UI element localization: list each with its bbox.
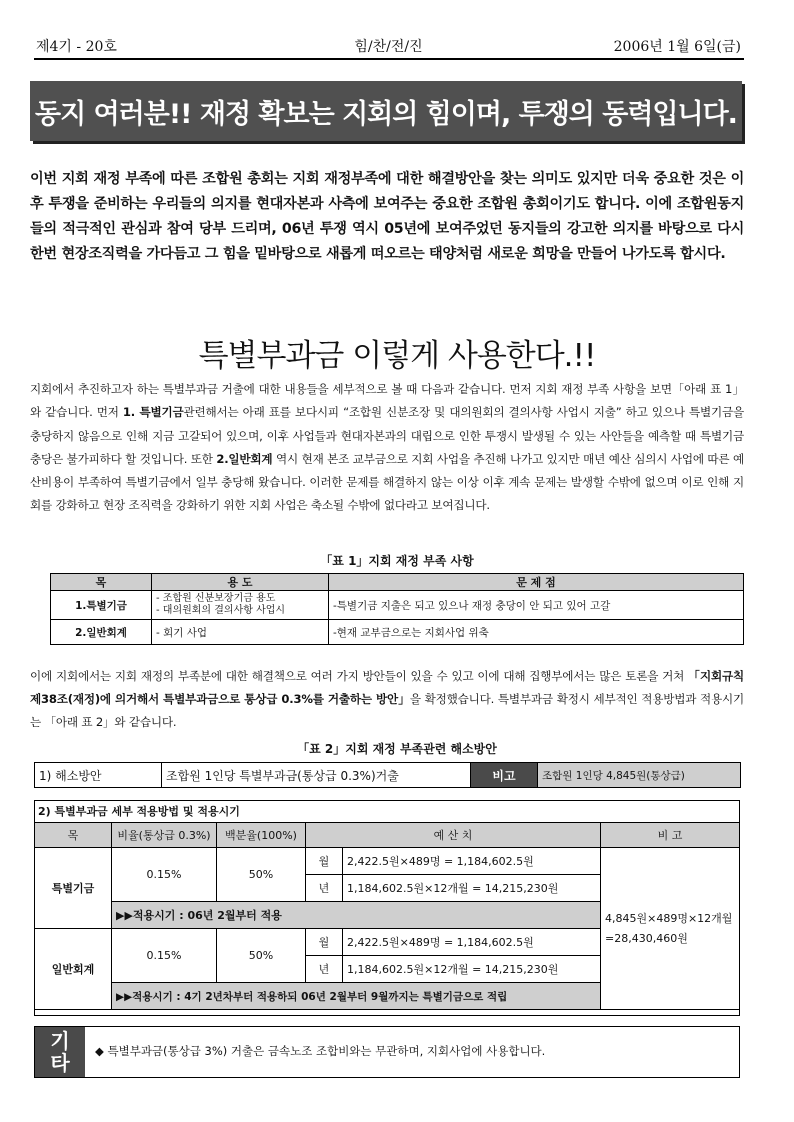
table2-header-remark: 비 고	[601, 823, 740, 848]
table2-cell-timing: ▶▶적용시기 : 06년 2월부터 적용	[112, 902, 601, 929]
table1-cell-problem: -현재 교부금으로는 지회사업 위축	[329, 620, 744, 645]
table1-header-use: 용 도	[152, 574, 329, 591]
table-row	[51, 620, 744, 645]
table2-cell-item: 일반회계	[35, 929, 112, 1010]
issue-date: 2006년 1월 6일(금)	[613, 39, 741, 55]
body2-text-c: 을 확정했습니다. 특별부과금 확정시 세부적인 적용방법과 적용시기는 「아래 표 2」와 같습니다.	[30, 692, 744, 729]
table2-cell-budget: 2,422.5원×489명 = 1,184,602.5원	[343, 848, 601, 875]
table2-cell-period: 년	[306, 875, 343, 902]
note-label: 비고	[471, 763, 538, 788]
table-row	[51, 591, 744, 620]
table2-header-ratio: 비율(통상급 0.3%)	[112, 823, 217, 848]
table2-header-budget: 예 산 치	[306, 823, 601, 848]
body-paragraph-1	[30, 378, 744, 518]
body1-text-a: 지회에서 추진하고자 하는 특별부과금 거출에 대한 내용들을 세부적으로 볼 때 다음과 같습니다. 먼저 지회 재정 부족 사항을 보면「아래 표 1」와 같습니다. 먼저	[30, 382, 744, 420]
issue-number: 제4기 - 20호	[36, 39, 117, 55]
body1-bold-general-account: 2.일반회계	[216, 451, 273, 466]
table2-cell-budget: 1,184,602.5원×12개월 = 14,215,230원	[343, 956, 601, 983]
table1-use-line: - 조합원 신분보장기금 용도	[156, 593, 276, 604]
plan-label: 1) 해소방안	[35, 763, 162, 788]
etc-label-top: 기	[50, 1029, 70, 1053]
etc-label-bottom: 타	[50, 1051, 70, 1075]
table2-cell-ratio: 0.15%	[112, 929, 217, 983]
table2-cell-timing: ▶▶적용시기 : 4기 2년차부터 적용하되 06년 2월부터 9월까지는 특별기금으로 적립	[112, 983, 601, 1010]
headline-banner: 동지 여러분!! 재정 확보는 지회의 힘이며, 투쟁의 동력입니다.	[30, 81, 742, 141]
etc-text: ◆ 특별부과금(통상급 3%) 거출은 금속노조 조합비와는 무관하며, 지회사업에 사용합니다.	[95, 1044, 546, 1058]
table2-header-percent: 백분율(100%)	[217, 823, 306, 848]
etc-label	[35, 1027, 85, 1077]
table2-cell-remark: 4,845원×489명×12개월=28,430,460원	[601, 848, 740, 1010]
table1-cell-use: - 회기 사업	[152, 620, 329, 645]
body1-text-d: 역시 현재 본조 교부금으로 지회 사업을 추진해 나가고 있지만 매년 예산 심의시 사업에 따른 예산비용이 부족하여 특별기금에서 일부 충당해 왔습니다. 이러한 문제를 해결하지 않는 이상 이후 계속 문제는 발생할 수밖에 없으며 이로 인해 지회를 강화하고 현장 조직력을 강화하기 위한 지회 사업은 축소될 수밖에 없다라고 보여집니다.	[30, 451, 744, 513]
table1-cell-problem: -특별기금 지출은 되고 있으나 재정 충당이 안 되고 있어 고갈	[329, 591, 744, 620]
etc-box	[34, 1026, 740, 1078]
table1-header-item: 목	[51, 574, 152, 591]
body1-text-c: 관련해서는 아래 표를 보다시피 “조합원 신분조장 및 대의원회의 결의사항 사업시 지출” 하고 있으나 특별기금을 충당하지 않음으로 인해 지금 고갈되어 있으며, 이후 사업들과 현대자본과의 대립으로 인한 투쟁시 발생될 수 있는 사안들을 예측할 때 특별기금 충당은 불가피하다 할 것입니다. 또한	[30, 405, 744, 466]
table2-subtitle: 2) 특별부과금 세부 적용방법 및 적용시기	[38, 805, 240, 818]
table1-header-problem: 문 제 점	[329, 574, 744, 591]
section-title: 특별부과금 이렇게 사용한다.!!	[198, 338, 596, 374]
table2-detail	[34, 822, 740, 1010]
note-value: 조합원 1인당 4,845원(통상급)	[538, 763, 741, 788]
table1-cell-item: 1.특별기금	[51, 591, 152, 620]
table2-cell-ratio: 0.15%	[112, 848, 217, 902]
table2-cell-percent: 50%	[217, 929, 306, 983]
table2-cell-period: 월	[306, 929, 343, 956]
body1-bold-special-fund: 1. 특별기금	[122, 405, 184, 420]
intro-paragraph: 이번 지회 재정 부족에 따른 조합원 총회는 지회 재정부족에 대한 해결방안을 찾는 의미도 있지만 더욱 중요한 것은 이후 투쟁을 준비하는 우리들의 의지를 현대자본과 사측에 보여주는 중요한 조합원 총회이기도 합니다. 이에 조합원동지들의 적극적인 관심과 참여 당부 드리며, 06년 투쟁 역시 05년에 보여주었던 동지들의 강고한 의지를 바탕으로 다시 한번 현장조직력을 가다듬고 그 힘을 밑바탕으로 새롭게 떠오르는 태양처럼 새로운 희망을 만들어 나가도록 합시다.	[30, 171, 744, 262]
newsletter-title: 힘/찬/전/진	[354, 39, 423, 55]
body-paragraph-2	[30, 665, 744, 734]
table2-cell-budget: 1,184,602.5원×12개월 = 14,215,230원	[343, 875, 601, 902]
table2-cell-item: 특별기금	[35, 848, 112, 929]
table2-cell-period: 월	[306, 848, 343, 875]
table2-plan	[34, 762, 741, 788]
table1-cell-use	[152, 591, 329, 620]
body2-text-a: 이에 지회에서는 지회 재정의 부족분에 대한 해결책으로 여러 가지 방안들이 있을 수 있고 이에 대해 집행부에서는 많은 토론을 거쳐	[30, 669, 689, 683]
table1-caption: 「표 1」지회 재정 부족 사항	[320, 554, 474, 568]
table1	[50, 573, 744, 645]
table2-cell-period: 년	[306, 956, 343, 983]
table1-cell-item: 2.일반회계	[51, 620, 152, 645]
table-row	[35, 848, 740, 875]
table1-use-line: - 대의원회의 결의사항 사업시	[156, 605, 286, 616]
table2-cell-percent: 50%	[217, 848, 306, 902]
header-divider	[34, 58, 744, 60]
table2-cell-budget: 2,422.5원×489명 = 1,184,602.5원	[343, 929, 601, 956]
page-header	[36, 36, 741, 56]
table2-caption: 「표 2」지회 재정 부족관련 해소방안	[297, 742, 497, 756]
table2-header-item: 목	[35, 823, 112, 848]
plan-value: 조합원 1인당 특별부과금(통상급 0.3%)거출	[162, 763, 471, 788]
body2-bold-plan: 「지회규칙 제38조(재정)에 의거해서 특별부과금으로 통상급 0.3%를 거출하는 방안」	[30, 669, 744, 706]
